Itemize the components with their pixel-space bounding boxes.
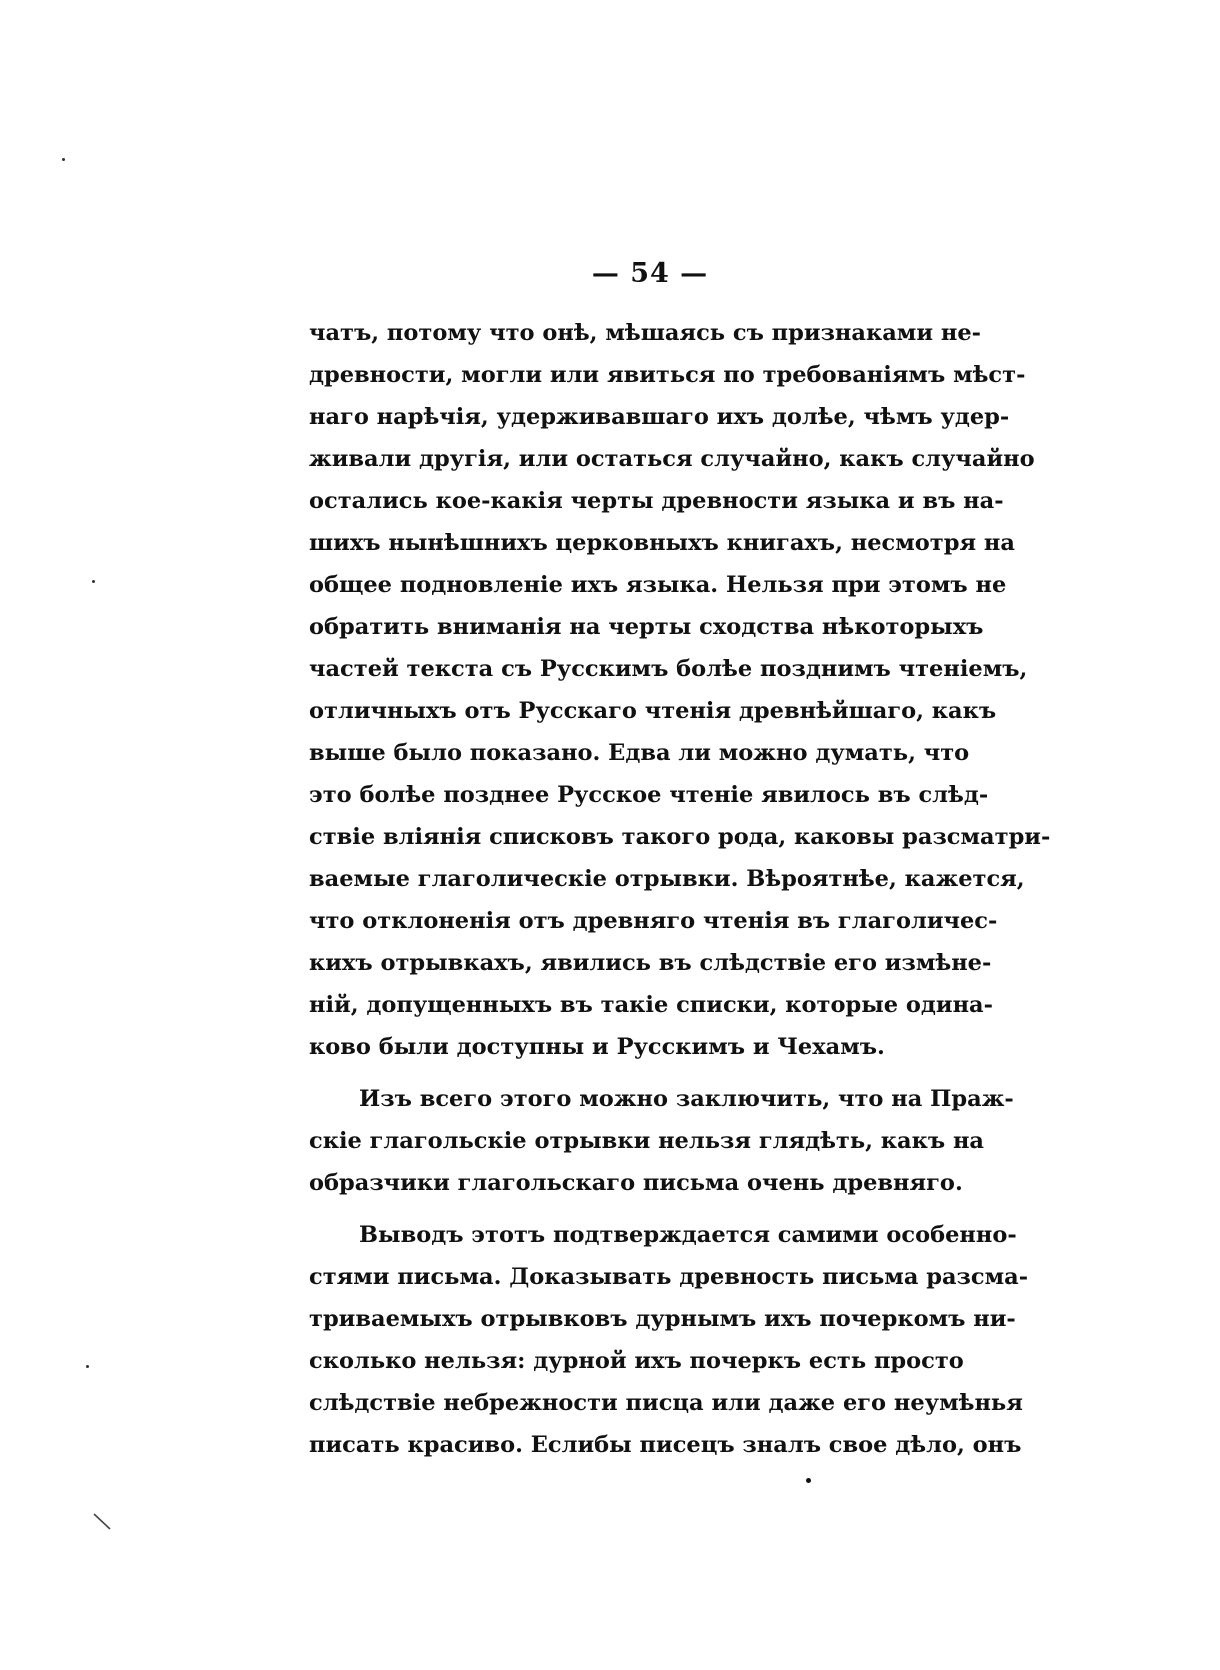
text-line: древности, могли или явиться по требованіямъ мѣст-: [309, 362, 1026, 388]
text-line: ваемые глаголическіе отрывки. Вѣроятнѣе, кажется,: [309, 866, 1025, 892]
text-line: шихъ нынѣшнихъ церковныхъ книгахъ, несмотря на: [309, 530, 1015, 556]
body-text: [309, 312, 1051, 1466]
text-line: ствіе вліянія списковъ такого рода, каковы разсматри-: [309, 824, 1051, 850]
text-line: образчики глагольскаго письма очень древняго.: [309, 1170, 963, 1196]
text-line: это болѣе позднее Русское чтеніе явилось въ слѣд-: [309, 782, 989, 808]
scan-speck: [92, 580, 95, 583]
text-line: общее подновленіе ихъ языка. Нельзя при этомъ не: [309, 572, 1007, 598]
scan-speck: [62, 158, 65, 161]
text-line: остались кое-какія черты древности языка и въ на-: [309, 488, 1004, 514]
text-line: отличныхъ отъ Русскаго чтенія древнѣйшаго, какъ: [309, 698, 997, 724]
paragraph-2: [309, 1078, 1014, 1204]
text-line: ній, допущенныхъ въ такіе списки, которые одина-: [309, 992, 993, 1018]
text-line: что отклоненія отъ древняго чтенія въ глаголичес-: [309, 908, 998, 934]
text-line: ково были доступны и Русскимъ и Чехамъ.: [309, 1034, 885, 1060]
scan-speck: [86, 1365, 89, 1368]
text-line: Выводъ этотъ подтверждается самими особенно-: [359, 1222, 1017, 1248]
text-line: Изъ всего этого можно заключить, что на Праж-: [359, 1086, 1014, 1112]
scan-speck: [806, 1478, 811, 1483]
text-line: скіе глагольскіе отрывки нельзя глядѣть, какъ на: [309, 1128, 985, 1154]
scan-scratch: [92, 1512, 114, 1532]
text-line: частей текста съ Русскимъ болѣе позднимъ чтеніемъ,: [309, 656, 1028, 682]
text-line: стями письма. Доказывать древность письма разсма-: [309, 1264, 1029, 1290]
text-line: выше было показано. Едва ли можно думать, что: [309, 740, 970, 766]
text-line: кихъ отрывкахъ, явились въ слѣдствіе его измѣне-: [309, 950, 992, 976]
text-line: обратить вниманія на черты сходства нѣкоторыхъ: [309, 614, 984, 640]
text-line: живали другія, или остаться случайно, какъ случайно: [309, 446, 1035, 472]
text-line: наго нарѣчія, удерживавшаго ихъ долѣе, чѣмъ удер-: [309, 404, 1010, 430]
text-line: писать красиво. Еслибы писецъ зналъ свое дѣло, онъ: [309, 1432, 1022, 1458]
text-line: слѣдствіе небрежности писца или даже его неумѣнья: [309, 1390, 1023, 1416]
paragraph-3: [309, 1214, 1029, 1466]
page-number: — 54 —: [591, 258, 709, 289]
text-line: чатъ, потому что онѣ, мѣшаясь съ признаками не-: [309, 320, 981, 346]
paragraph-1: [309, 312, 1051, 1068]
text-line: триваемыхъ отрывковъ дурнымъ ихъ почеркомъ ни-: [309, 1306, 1016, 1332]
text-line: сколько нельзя: дурной ихъ почеркъ есть просто: [309, 1348, 964, 1374]
